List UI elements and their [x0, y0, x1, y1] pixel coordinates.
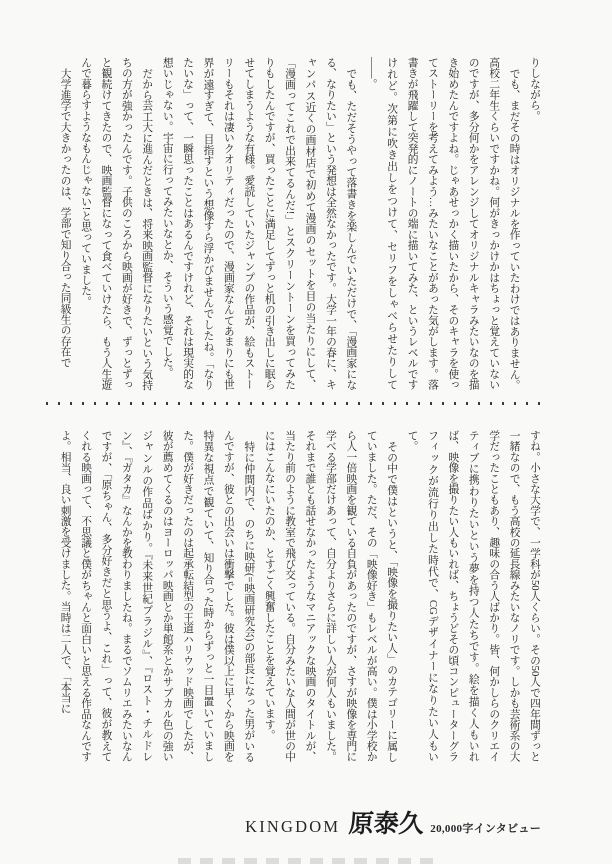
series-title: KINGDOM — [245, 817, 341, 836]
article-section-top — [55, 57, 545, 390]
interview-paragraph: 大学進学で大きかったのは、学部で知り合った同級生の存在で — [59, 67, 72, 368]
interview-paragraph: でも、まだその時はオリジナルを作っていたわけではありません。高校二年生くらいですかね。何がきっかけかはちょっと覚えていないのですが、多分何かをアレンジしてオリジナルキャラみたいなのを描き始めたんですよね。じゃあせっかく描いたから、そのキャラを使ってストーリーを考えてみよう…みたいなことがあった気がします。落書きが飛躍して突発的にノートの端に描いてみた、というレベルですけれど。次第に吹き出しをつけて、セリフをしゃべらせたりして――。 — [365, 57, 521, 390]
dotted-separator — [46, 402, 548, 405]
interview-paragraph: すね。小さな大学で、一学科が50人くらい。その50人で四年間ずっと一緒なので、もう高校の延長線みたいなノリです。しかも芸術系の大学だったこともあり、趣味の合う人ばかり。皆、何かしらのクリエイティブに携わりたいという夢を持つ人たちです。絵を描く人もいれば、映像を撮りたい人もいれば、ちょうどその頃コンピューターグラフィックが流行り出した時代で、CGデザイナーになりたい人もいて。 — [406, 430, 541, 762]
footer-title-strip — [245, 804, 541, 840]
interview-label: 20,000字インタビュー — [430, 823, 541, 835]
next-page-text-bleed — [178, 858, 436, 864]
article-section-bottom — [55, 430, 545, 762]
interview-paragraph: でも、ただそうやって落書きを楽しんでいただけで、「漫画家になる、なりたい」という発想は全然なかったです。大学一年の春に、キャンパス近くの画材店で初めて漫画のセットを目の当たりにして、「漫画ってこれで出来てるんだ!」とスクリーントーンを買ってみたりもしたんですが、買ったことに満足してずっと机の引き出しに眠らせてしまうような有様。愛読していたジャンプの作品が、絵もストーリーもそれは凄いクオリティだったので、漫画家なんてあまりにも世界が遠すぎて、目指すという想像すら浮かびませんでしたね。「なりたいな」って、一瞬思ったことはあるんですけれど、それは現実的な想いじゃない。宇宙に行ってみたいなとか、そういう感覚でした。 — [161, 57, 358, 390]
author-name: 原泰久 — [348, 809, 426, 838]
interview-paragraph: 特に仲間内で、のちに映研(=映画研究会)の部長になった男がいるんですが、彼との出会いは衝撃でした。彼は僕以上に早くから映画を特異な視点で観ていて、知り合った時からずっと一目置いていました。僕が好きだったのは起承転結型の王道ハリウッド映画でしたが、彼が薦めてくるのはヨーロッパ映画とか単館系とかサブカル色の強いジャンルの作品ばかり。『未来世紀ブラジル』、『ロスト・チルドレン』、『ガタカ』なんかを教わりましたね。まるでソムリエみたいなんですが、「原ちゃん、多分好きだと思うよ、これ」って、彼が教えてくれる映画って、不思議と僕がちゃんと面白いと思える作品なんですよ。相当、良い刺激を受けました。当時は二人で、「本当に — [59, 430, 256, 762]
interview-paragraph: りしながら。 — [529, 57, 541, 122]
interview-paragraph: だから芸工大に進んだときは、将来映画監督になりたいという気持ちの方が強かったんです。子供のころから映画が好きで、ずっとずっと観続けてきたので、映画監督になって食べていけたら、もう人生遊んで暮らすようなもんじゃない!と思っていました。 — [80, 57, 154, 390]
interview-paragraph: その中で僕はというと、「映像を撮りたい人」のカテゴリーに属していました。ただ、その「映像好き」もレベルが高い。僕は小学校から人一倍映画を観ている自負があったのですが、さすが映像を専門に学べる学部だけあって、自分よりさらに詳しい人が何人もいました。それまで誰とも話せなかったようなマニアックな映画のタイトルが、当たり前のように教室で飛び交っている。自分みたいな人間が世の中にはこんなにいたのか、とすごく興奮したことを覚えています。 — [263, 430, 399, 762]
